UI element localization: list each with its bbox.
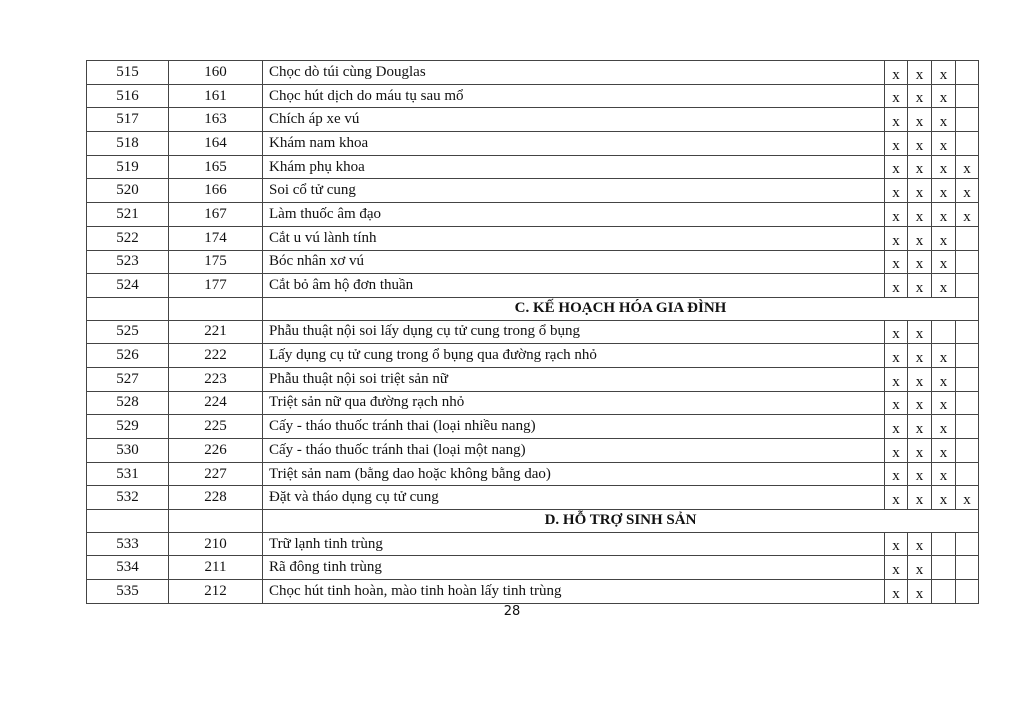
level-mark: x [908,155,932,179]
procedure-code: 212 [169,580,263,604]
table-row [87,132,979,156]
procedure-code: 174 [169,226,263,250]
procedure-code: 161 [169,84,263,108]
level-mark: x [908,132,932,156]
procedure-name: Cấy - tháo thuốc tránh thai (loại nhiều nang) [263,415,885,439]
empty-cell [87,510,169,533]
section-header-row [87,297,979,320]
level-mark: x [885,391,908,415]
empty-cell [169,297,263,320]
procedure-name: Làm thuốc âm đạo [263,203,885,227]
row-index: 519 [87,155,169,179]
procedure-name: Chọc hút tinh hoàn, mào tinh hoàn lấy tinh trùng [263,580,885,604]
row-index: 522 [87,226,169,250]
level-mark: x [956,203,979,227]
level-mark: x [956,179,979,203]
level-mark: x [908,203,932,227]
table-row [87,320,979,344]
procedure-name: Phẫu thuật nội soi lấy dụng cụ tử cung trong ổ bụng [263,320,885,344]
level-mark [956,108,979,132]
table-row [87,84,979,108]
procedure-code: 210 [169,532,263,556]
level-mark: x [908,439,932,463]
procedure-name: Soi cổ tử cung [263,179,885,203]
procedure-code: 226 [169,439,263,463]
level-mark: x [885,367,908,391]
level-mark: x [932,84,956,108]
row-index: 530 [87,439,169,463]
section-title: C. KẾ HOẠCH HÓA GIA ĐÌNH [263,297,979,320]
procedure-name: Cấy - tháo thuốc tránh thai (loại một nang) [263,439,885,463]
level-mark [956,61,979,85]
level-mark: x [908,556,932,580]
table-row [87,486,979,510]
procedure-name: Chọc dò túi cùng Douglas [263,61,885,85]
level-mark: x [932,439,956,463]
table-row [87,155,979,179]
level-mark: x [885,179,908,203]
procedure-code: 175 [169,250,263,274]
procedure-code: 160 [169,61,263,85]
table-row [87,532,979,556]
level-mark: x [956,486,979,510]
level-mark: x [885,61,908,85]
level-mark: x [908,344,932,368]
row-index: 526 [87,344,169,368]
level-mark: x [908,250,932,274]
row-index: 528 [87,391,169,415]
procedure-code: 222 [169,344,263,368]
procedure-name: Triệt sản nữ qua đường rạch nhỏ [263,391,885,415]
level-mark: x [885,108,908,132]
procedure-name: Bóc nhân xơ vú [263,250,885,274]
level-mark [956,274,979,298]
procedure-code: 225 [169,415,263,439]
table-row [87,462,979,486]
section-header-row [87,510,979,533]
procedure-code: 228 [169,486,263,510]
level-mark: x [885,250,908,274]
level-mark: x [956,155,979,179]
level-mark: x [908,61,932,85]
level-mark: x [885,155,908,179]
level-mark: x [932,274,956,298]
level-mark [956,344,979,368]
procedure-name: Chích áp xe vú [263,108,885,132]
procedure-code: 211 [169,556,263,580]
level-mark [956,415,979,439]
level-mark: x [885,132,908,156]
procedure-name: Khám nam khoa [263,132,885,156]
level-mark: x [885,226,908,250]
level-mark: x [885,486,908,510]
procedure-name: Cắt u vú lành tính [263,226,885,250]
level-mark: x [885,532,908,556]
level-mark: x [885,580,908,604]
level-mark: x [932,132,956,156]
row-index: 532 [87,486,169,510]
level-mark: x [885,462,908,486]
procedure-name: Rã đông tinh trùng [263,556,885,580]
level-mark [956,226,979,250]
level-mark [956,84,979,108]
row-index: 531 [87,462,169,486]
level-mark [932,532,956,556]
row-index: 521 [87,203,169,227]
level-mark: x [908,108,932,132]
procedure-code: 177 [169,274,263,298]
table-body [87,61,979,604]
procedure-name: Đặt và tháo dụng cụ tử cung [263,486,885,510]
level-mark: x [908,84,932,108]
row-index: 520 [87,179,169,203]
table-row [87,179,979,203]
level-mark: x [932,226,956,250]
row-index: 529 [87,415,169,439]
empty-cell [169,510,263,533]
level-mark [956,580,979,604]
row-index: 518 [87,132,169,156]
page-number: 28 [503,604,521,619]
table-row [87,203,979,227]
level-mark: x [932,367,956,391]
procedure-code: 163 [169,108,263,132]
level-mark [932,320,956,344]
level-mark: x [932,203,956,227]
procedure-name: Lấy dụng cụ tử cung trong ổ bụng qua đường rạch nhỏ [263,344,885,368]
level-mark: x [885,344,908,368]
procedure-code: 224 [169,391,263,415]
procedure-code: 166 [169,179,263,203]
procedure-name: Chọc hút dịch do máu tụ sau mổ [263,84,885,108]
procedure-name: Trữ lạnh tinh trùng [263,532,885,556]
level-mark: x [932,391,956,415]
row-index: 515 [87,61,169,85]
row-index: 524 [87,274,169,298]
row-index: 525 [87,320,169,344]
row-index: 534 [87,556,169,580]
level-mark: x [908,391,932,415]
procedure-name: Khám phụ khoa [263,155,885,179]
table-row [87,367,979,391]
table-row [87,556,979,580]
procedure-name: Cắt bỏ âm hộ đơn thuần [263,274,885,298]
procedure-code: 165 [169,155,263,179]
table-row [87,61,979,85]
empty-cell [87,297,169,320]
row-index: 533 [87,532,169,556]
row-index: 535 [87,580,169,604]
level-mark: x [932,250,956,274]
level-mark [956,462,979,486]
level-mark: x [908,226,932,250]
level-mark: x [932,179,956,203]
level-mark [956,391,979,415]
level-mark: x [932,61,956,85]
level-mark: x [908,415,932,439]
procedure-name: Phẫu thuật nội soi triệt sản nữ [263,367,885,391]
procedure-code: 221 [169,320,263,344]
table-row [87,274,979,298]
table-row [87,250,979,274]
table-row [87,226,979,250]
level-mark [932,580,956,604]
level-mark [932,556,956,580]
procedure-table [86,60,979,604]
level-mark: x [885,439,908,463]
level-mark: x [885,84,908,108]
level-mark [956,320,979,344]
level-mark [956,556,979,580]
procedure-code: 167 [169,203,263,227]
table-row [87,391,979,415]
level-mark: x [908,320,932,344]
level-mark: x [908,462,932,486]
row-index: 516 [87,84,169,108]
level-mark: x [908,179,932,203]
level-mark: x [908,274,932,298]
level-mark [956,367,979,391]
row-index: 523 [87,250,169,274]
procedure-code: 227 [169,462,263,486]
level-mark: x [932,155,956,179]
level-mark: x [885,203,908,227]
level-mark: x [908,580,932,604]
level-mark: x [908,532,932,556]
level-mark: x [932,108,956,132]
level-mark: x [885,556,908,580]
level-mark: x [885,320,908,344]
level-mark: x [932,486,956,510]
level-mark: x [908,367,932,391]
table-row [87,108,979,132]
level-mark: x [885,415,908,439]
level-mark: x [908,486,932,510]
row-index: 517 [87,108,169,132]
table-row [87,415,979,439]
procedure-code: 223 [169,367,263,391]
level-mark [956,132,979,156]
level-mark [956,532,979,556]
table-row [87,344,979,368]
level-mark: x [932,462,956,486]
level-mark: x [885,274,908,298]
procedure-code: 164 [169,132,263,156]
row-index: 527 [87,367,169,391]
table-row [87,439,979,463]
level-mark [956,250,979,274]
level-mark [956,439,979,463]
table-row [87,580,979,604]
level-mark: x [932,415,956,439]
procedure-name: Triệt sản nam (bằng dao hoặc không bằng dao) [263,462,885,486]
section-title: D. HỖ TRỢ SINH SẢN [263,510,979,533]
level-mark: x [932,344,956,368]
